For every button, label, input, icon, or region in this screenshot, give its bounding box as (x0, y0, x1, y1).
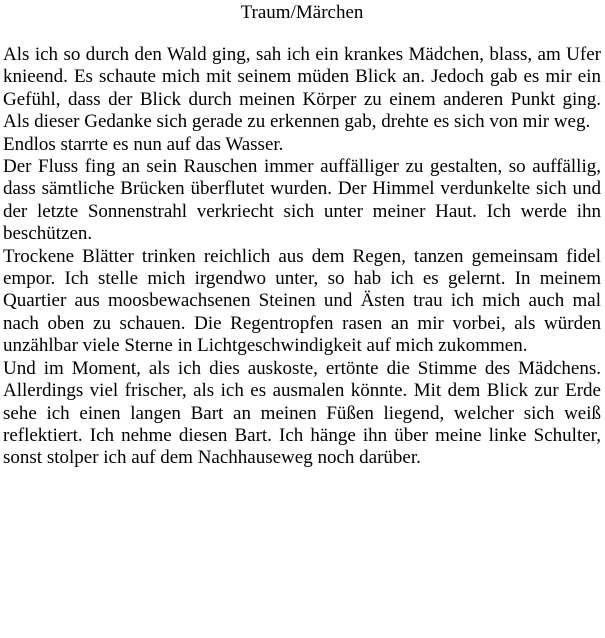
document-body (3, 44, 601, 470)
document-title: Traum/Märchen (240, 2, 364, 23)
paragraph: Und im Moment, als ich dies auskoste, ertönte die Stimme des Mädchens. Allerdings viel frischer, als ich es ausmalen könnte. Mit dem Blick zur Erde sehe ich einen langen Bart an meinen Füßen liegend, welcher sich weiß reflektiert. Ich nehme diesen Bart. Ich hänge ihn über meine linke Schulter, sonst stolper ich auf dem Nachhauseweg noch darüber. (3, 357, 601, 469)
paragraph: Trockene Blätter trinken reichlich aus dem Regen, tanzen gemeinsam fidel empor. Ich stelle mich irgendwo unter, so hab ich es gelernt. In meinem Quartier aus moosbewachsenen Steinen und Ästen trau ich mich auch mal nach oben zu schauen. Die Regentropfen rasen an mir vorbei, als würden unzählbar viele Sterne in Lichtgeschwindigkeit auf mich zukommen. (3, 245, 601, 357)
paragraph: Endlos starrte es nun auf das Wasser. (3, 133, 284, 155)
paragraph: Der Fluss fing an sein Rauschen immer auffälliger zu gestalten, so auffällig, dass sämtliche Brücken überflutet wurden. Der Himmel verdunkelte sich und der letzte Sonnenstrahl verkriecht sich unter meiner Haut. Ich werde ihn beschützen. (3, 156, 601, 245)
paragraph: Als ich so durch den Wald ging, sah ich ein krankes Mädchen, blass, am Ufer knieend. Es schaute mich mit seinem müden Blick an. Jedoch gab es mir ein Gefühl, dass der Blick durch meinen Körper zu einem anderen Punkt ging. Als dieser Gedanke sich gerade zu erkennen gab, drehte es sich von mir weg. (3, 44, 601, 133)
